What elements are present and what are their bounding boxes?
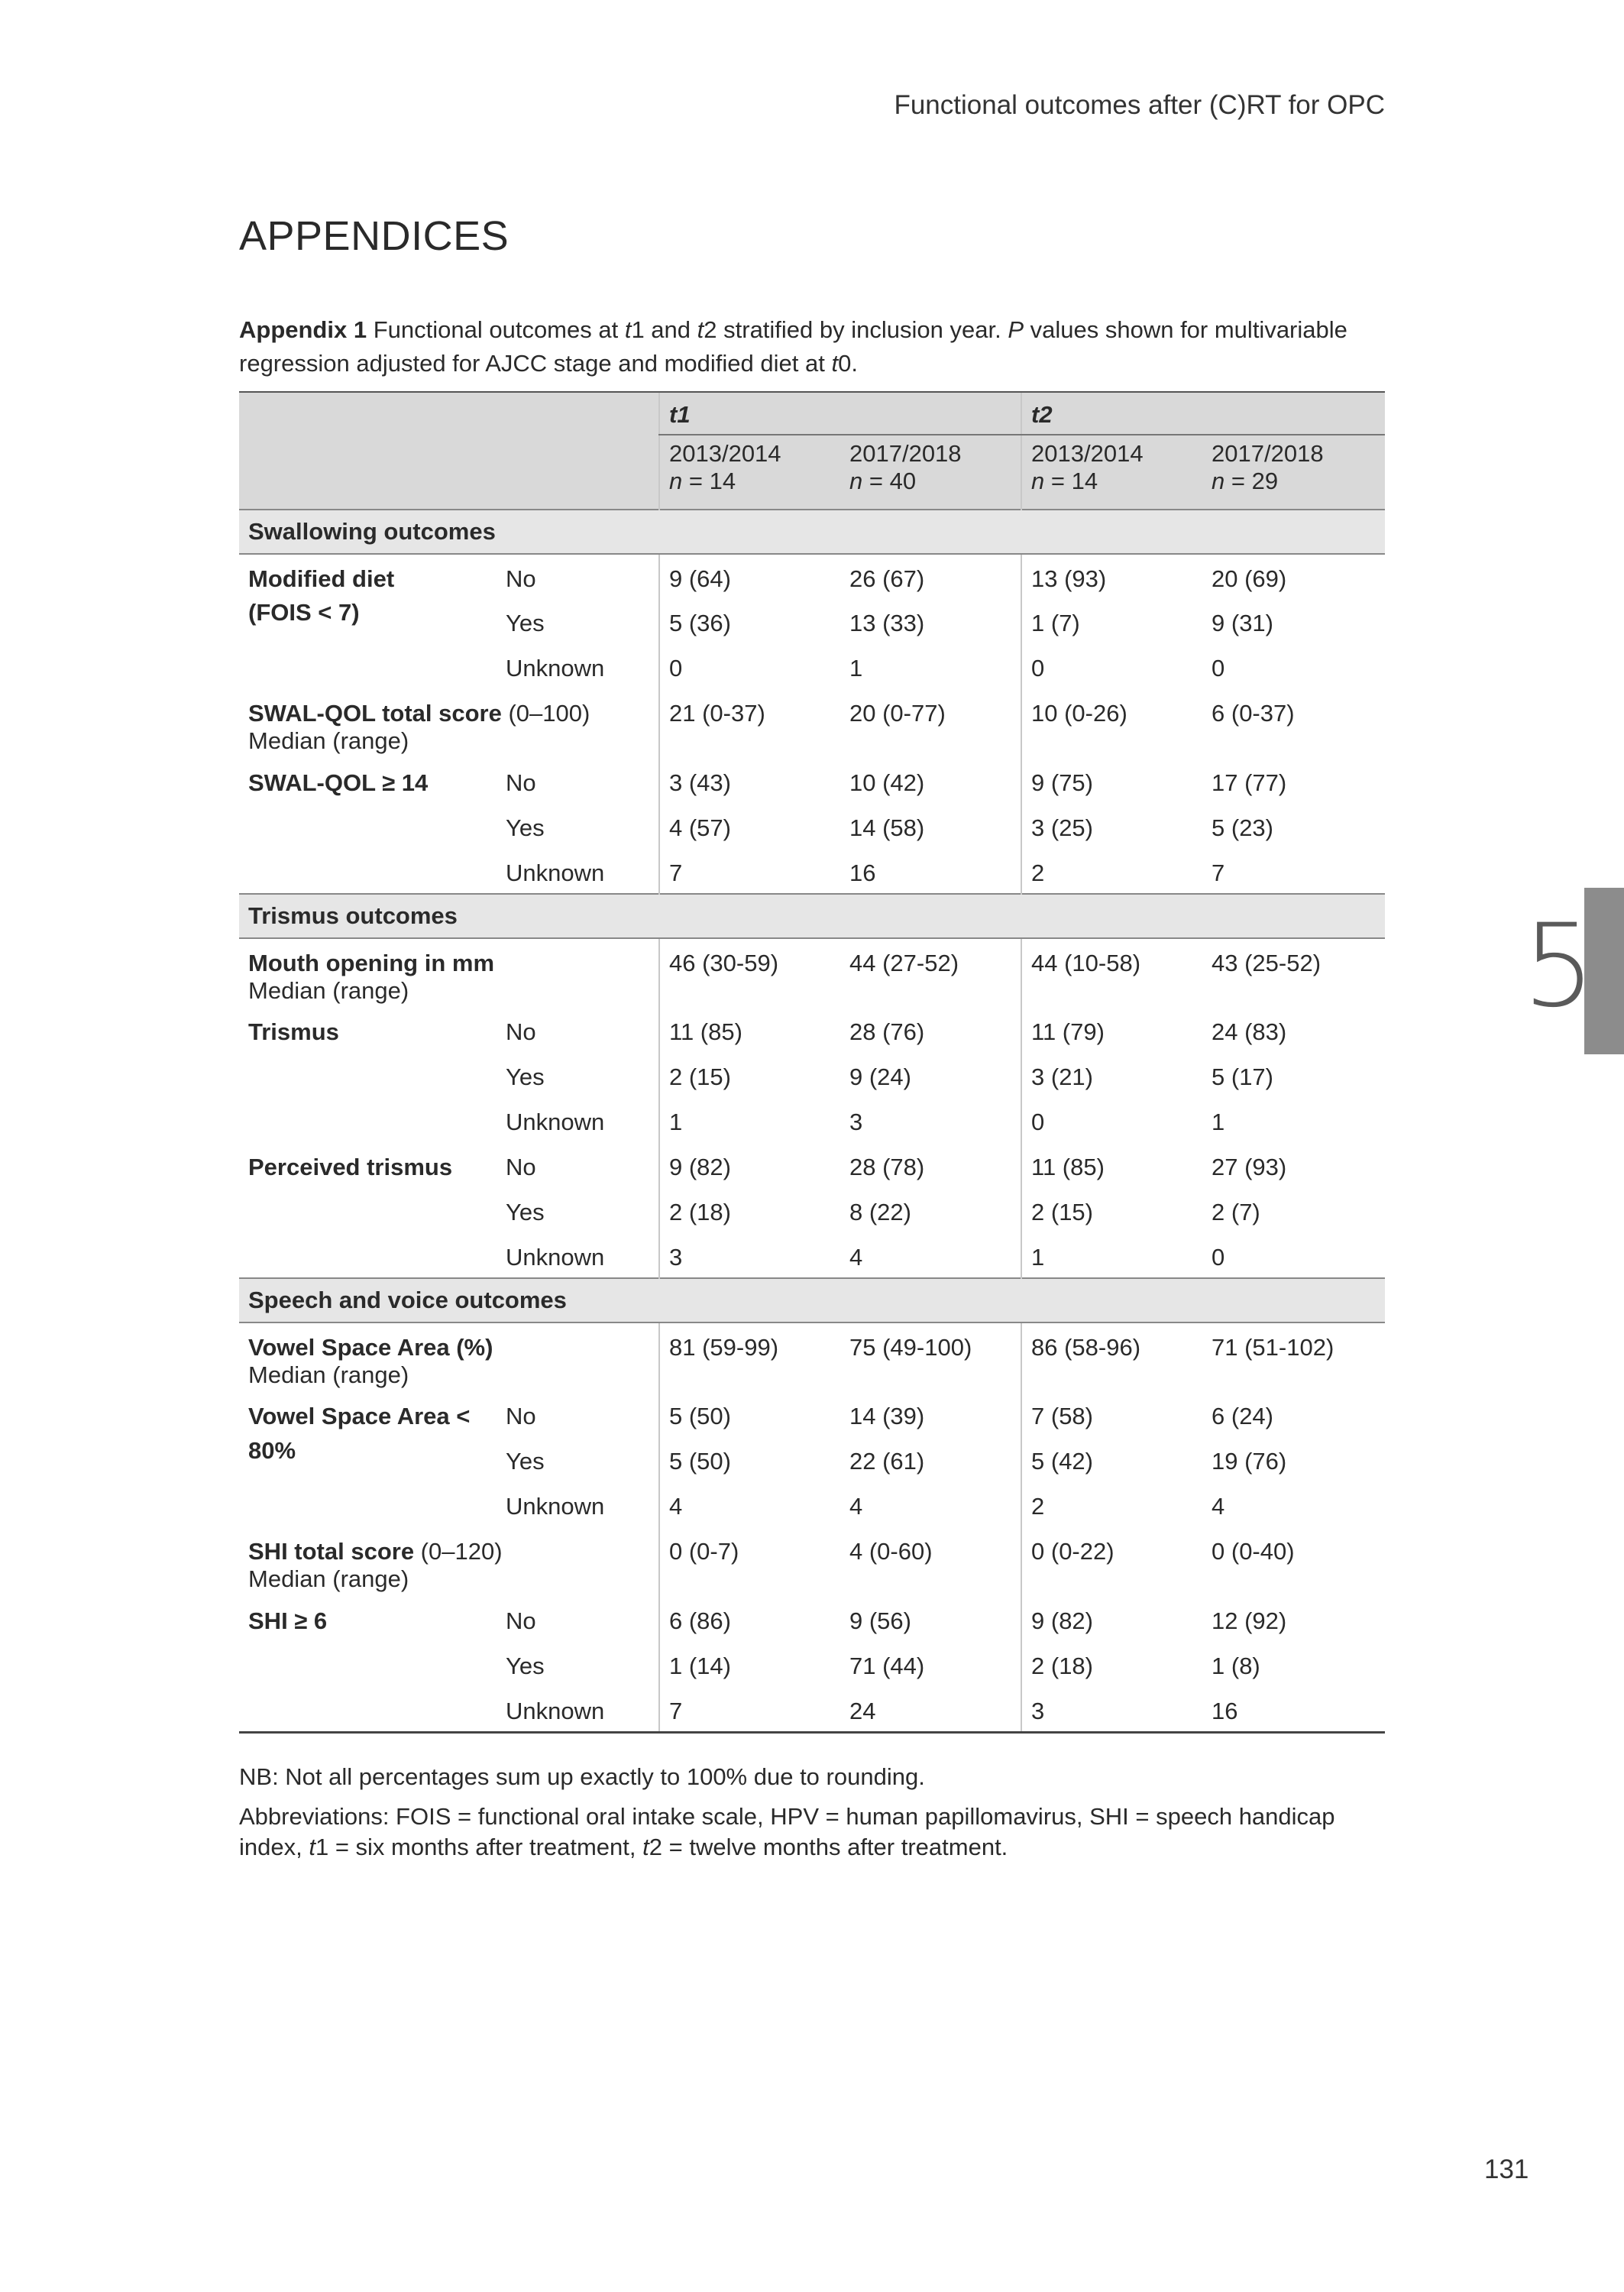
table-cell: 14 (58) <box>849 814 925 841</box>
table-cell: 3 <box>659 1233 840 1278</box>
table-cell: 11 (79) <box>1021 1008 1202 1053</box>
table-cell: 5 (42) <box>1021 1437 1202 1482</box>
row-sublabel: No <box>506 565 536 592</box>
row-sublabel: Yes <box>506 1199 545 1225</box>
caption-text: values shown for multivariable regression adjusted for AJCC stage and modified diet at <box>239 316 1347 377</box>
row-sublabel: Yes <box>506 1653 545 1679</box>
table-row <box>239 554 1385 599</box>
caption-text: 0. <box>838 350 858 377</box>
table-cell: 0 <box>659 644 840 689</box>
header-t2: t2 <box>1021 392 1385 435</box>
table-cell: 10 (0-26) <box>1021 689 1202 759</box>
table-cell: 0 <box>1021 1098 1202 1143</box>
table-row <box>239 1482 1385 1527</box>
section-row <box>239 894 1385 938</box>
row-sublabel: No <box>506 1018 536 1045</box>
table-cell: 21 (0-37) <box>659 689 840 759</box>
table-cell: 28 (78) <box>849 1154 925 1180</box>
table-cell: 2 (15) <box>1021 1188 1202 1233</box>
row-label: SHI total score (0–120) Median (range) <box>248 1538 503 1592</box>
table-subheader-row <box>239 435 1385 510</box>
table-cell: 44 (27-52) <box>849 950 959 976</box>
caption-text: Functional outcomes at <box>367 316 625 343</box>
row-sublabel: Yes <box>506 1448 545 1475</box>
table-cell: 7 <box>659 1687 840 1732</box>
table-cell: 43 (25-52) <box>1212 950 1322 976</box>
row-sublabel: No <box>506 1607 536 1634</box>
table-row <box>239 1437 1385 1482</box>
table-cell: 1 <box>849 655 863 681</box>
table-cell: 20 (69) <box>1212 565 1287 592</box>
table-cell: 81 (59-99) <box>659 1322 840 1392</box>
row-label: Mouth opening in mm Median (range) <box>248 950 495 1004</box>
table-cell: 5 (50) <box>659 1437 840 1482</box>
table-cell: 13 (93) <box>1021 554 1202 599</box>
table-cell: 4 <box>659 1482 840 1527</box>
table-row <box>239 1322 1385 1392</box>
table-cell: 9 (75) <box>1021 759 1202 804</box>
table-cell: 17 (77) <box>1212 769 1287 796</box>
table-row <box>239 1597 1385 1642</box>
table-cell: 71 (51-102) <box>1212 1334 1334 1361</box>
table-row <box>239 849 1385 894</box>
table-cell: 7 <box>1212 860 1225 886</box>
table-row <box>239 1143 1385 1188</box>
section-heading: Speech and voice outcomes <box>239 1278 1385 1322</box>
table-cell: 4 <box>849 1493 863 1520</box>
table-row <box>239 759 1385 804</box>
row-label: Perceived trismus <box>248 1154 453 1180</box>
row-label: SHI ≥ 6 <box>248 1607 328 1634</box>
footnote-nb: NB: Not all percentages sum up exactly to 100% due to rounding. <box>239 1763 925 1790</box>
row-sublabel: Unknown <box>506 1493 605 1520</box>
row-sublabel: No <box>506 1403 536 1429</box>
header-t1: t1 <box>659 392 1021 435</box>
table-cell: 1 <box>1212 1109 1225 1135</box>
table-cell: 0 <box>1212 655 1225 681</box>
table-cell: 11 (85) <box>1021 1143 1202 1188</box>
column-header: 2017/2018 n = 29 <box>1202 435 1385 510</box>
table-cell: 19 (76) <box>1212 1448 1287 1475</box>
row-label: Modified diet <box>248 565 395 592</box>
table-cell: 4 <box>1212 1493 1225 1520</box>
table-cell: 71 (44) <box>849 1653 925 1679</box>
table-row <box>239 1233 1385 1278</box>
column-header: 2013/2014 n = 14 <box>659 435 840 510</box>
table-cell: 3 (25) <box>1021 804 1202 849</box>
table-cell: 8 (22) <box>849 1199 911 1225</box>
table-cell: 0 (0-40) <box>1212 1538 1295 1565</box>
table-cell: 9 (82) <box>659 1143 840 1188</box>
outcomes-table <box>239 391 1385 1734</box>
table-cell: 6 (0-37) <box>1212 700 1295 727</box>
column-header: 2013/2014 n = 14 <box>1021 435 1202 510</box>
table-cell: 2 (18) <box>1021 1642 1202 1687</box>
row-label: Trismus <box>248 1018 339 1045</box>
section-heading: Trismus outcomes <box>239 894 1385 938</box>
table-row <box>239 1098 1385 1143</box>
table-cell: 16 <box>1202 1687 1385 1732</box>
table-cell: 3 (21) <box>1021 1053 1202 1098</box>
table-cell: 1 <box>659 1098 840 1143</box>
table-cell: 0 <box>1021 644 1202 689</box>
table-cell: 2 (18) <box>659 1188 840 1233</box>
table-cell: 86 (58-96) <box>1021 1322 1202 1392</box>
row-label: Vowel Space Area (%) Median (range) <box>248 1334 493 1388</box>
table-cell: 5 (36) <box>659 599 840 644</box>
table-row <box>239 1392 1385 1437</box>
column-header: 2017/2018 n = 40 <box>840 435 1021 510</box>
row-label: SWAL-QOL ≥ 14 <box>248 769 429 796</box>
table-row <box>239 599 1385 644</box>
section-title: APPENDICES <box>239 213 510 259</box>
row-sublabel: Unknown <box>506 1109 605 1135</box>
table-row <box>239 1687 1385 1732</box>
table-cell: 4 (0-60) <box>849 1538 933 1565</box>
row-sublabel: Yes <box>506 610 545 636</box>
table-cell: 5 (23) <box>1212 814 1273 841</box>
table-cell: 10 (42) <box>849 769 925 796</box>
table-cell: 6 (86) <box>659 1597 840 1642</box>
table-caption <box>239 313 1385 380</box>
table-cell: 2 <box>1021 1482 1202 1527</box>
table-cell: 2 (7) <box>1212 1199 1260 1225</box>
table-row <box>239 1642 1385 1687</box>
table-cell: 4 <box>849 1244 863 1271</box>
table-cell: 9 (56) <box>849 1607 911 1634</box>
table-cell: 7 (58) <box>1021 1392 1202 1437</box>
caption-t0-symbol: t <box>831 350 839 377</box>
table-cell: 0 <box>1212 1244 1225 1271</box>
table-row <box>239 1008 1385 1053</box>
table-cell: 3 <box>1021 1687 1202 1732</box>
row-sublabel: Unknown <box>506 860 605 886</box>
table-cell: 3 <box>849 1109 863 1135</box>
table-cell: 9 (24) <box>849 1063 911 1090</box>
table-cell: 20 (0-77) <box>849 700 946 727</box>
section-row <box>239 1278 1385 1322</box>
page-number: 131 <box>1484 2154 1529 2184</box>
table-cell: 24 (83) <box>1212 1018 1287 1045</box>
table-cell: 9 (64) <box>659 554 840 599</box>
table-cell: 9 (82) <box>1021 1597 1202 1642</box>
table-row <box>239 1527 1385 1597</box>
row-sublabel: No <box>506 769 536 796</box>
table-row <box>239 1188 1385 1233</box>
caption-text: 1 and <box>631 316 697 343</box>
row-sublabel: No <box>506 1154 536 1180</box>
table-cell: 46 (30-59) <box>659 938 840 1008</box>
running-header: Functional outcomes after (C)RT for OPC <box>894 90 1385 120</box>
table-cell: 1 <box>1021 1233 1202 1278</box>
table-cell: 5 (50) <box>659 1392 840 1437</box>
table-row <box>239 804 1385 849</box>
row-sublabel: Yes <box>506 1063 545 1090</box>
caption-p-symbol: P <box>1008 316 1024 343</box>
table-cell: 0 (0-7) <box>659 1527 840 1597</box>
table-cell: 5 (17) <box>1212 1063 1273 1090</box>
row-label: (FOIS < 7) <box>248 599 360 626</box>
table-cell: 28 (76) <box>849 1018 925 1045</box>
caption-t1-symbol: t <box>624 316 632 343</box>
table-cell: 16 <box>849 860 876 886</box>
table-cell: 44 (10-58) <box>1021 938 1202 1008</box>
table-cell: 13 (33) <box>849 610 925 636</box>
table-cell: 12 (92) <box>1212 1607 1287 1634</box>
caption-text: 2 stratified by inclusion year. <box>704 316 1008 343</box>
caption-label: Appendix 1 <box>239 316 367 343</box>
table-cell: 4 (57) <box>659 804 840 849</box>
table-header-row <box>239 392 1385 435</box>
row-sublabel: Unknown <box>497 1687 659 1732</box>
table-cell: 1 (7) <box>1021 599 1202 644</box>
row-sublabel: Unknown <box>506 655 605 681</box>
table-cell: 7 <box>659 849 840 894</box>
row-label: 80% <box>248 1437 296 1464</box>
table-cell: 1 (8) <box>1212 1653 1260 1679</box>
table-cell: 14 (39) <box>849 1403 925 1429</box>
table-row <box>239 938 1385 1008</box>
table-cell: 27 (93) <box>1212 1154 1287 1180</box>
row-label: SWAL-QOL total score (0–100) Median (range) <box>248 700 590 754</box>
row-sublabel: Unknown <box>506 1244 605 1271</box>
chapter-number: 5 <box>1522 900 1596 1033</box>
table-row <box>239 689 1385 759</box>
table-cell: 24 <box>840 1687 1021 1732</box>
table-cell: 2 <box>1021 849 1202 894</box>
caption-t2-symbol: t <box>697 316 704 343</box>
section-heading: Swallowing outcomes <box>239 510 1385 554</box>
table-cell: 11 (85) <box>659 1008 840 1053</box>
table-row <box>239 644 1385 689</box>
row-sublabel: Yes <box>506 814 545 841</box>
footnote-abbreviations: Abbreviations: FOIS = functional oral intake scale, HPV = human papillomavirus, SHI = speech handicap index, t1 = six months after treatment, t2 = twelve months after treatment. <box>239 1803 1335 1860</box>
table-row <box>239 1053 1385 1098</box>
table-cell: 0 (0-22) <box>1021 1527 1202 1597</box>
table-cell: 9 (31) <box>1212 610 1273 636</box>
table-cell: 22 (61) <box>849 1448 925 1475</box>
table-cell: 3 (43) <box>659 759 840 804</box>
table-cell: 75 (49-100) <box>849 1334 972 1361</box>
table-cell: 2 (15) <box>659 1053 840 1098</box>
table-cell: 6 (24) <box>1212 1403 1273 1429</box>
section-row <box>239 510 1385 554</box>
table-cell: 1 (14) <box>659 1642 840 1687</box>
row-label: Vowel Space Area < <box>248 1403 471 1429</box>
table-cell: 26 (67) <box>849 565 925 592</box>
